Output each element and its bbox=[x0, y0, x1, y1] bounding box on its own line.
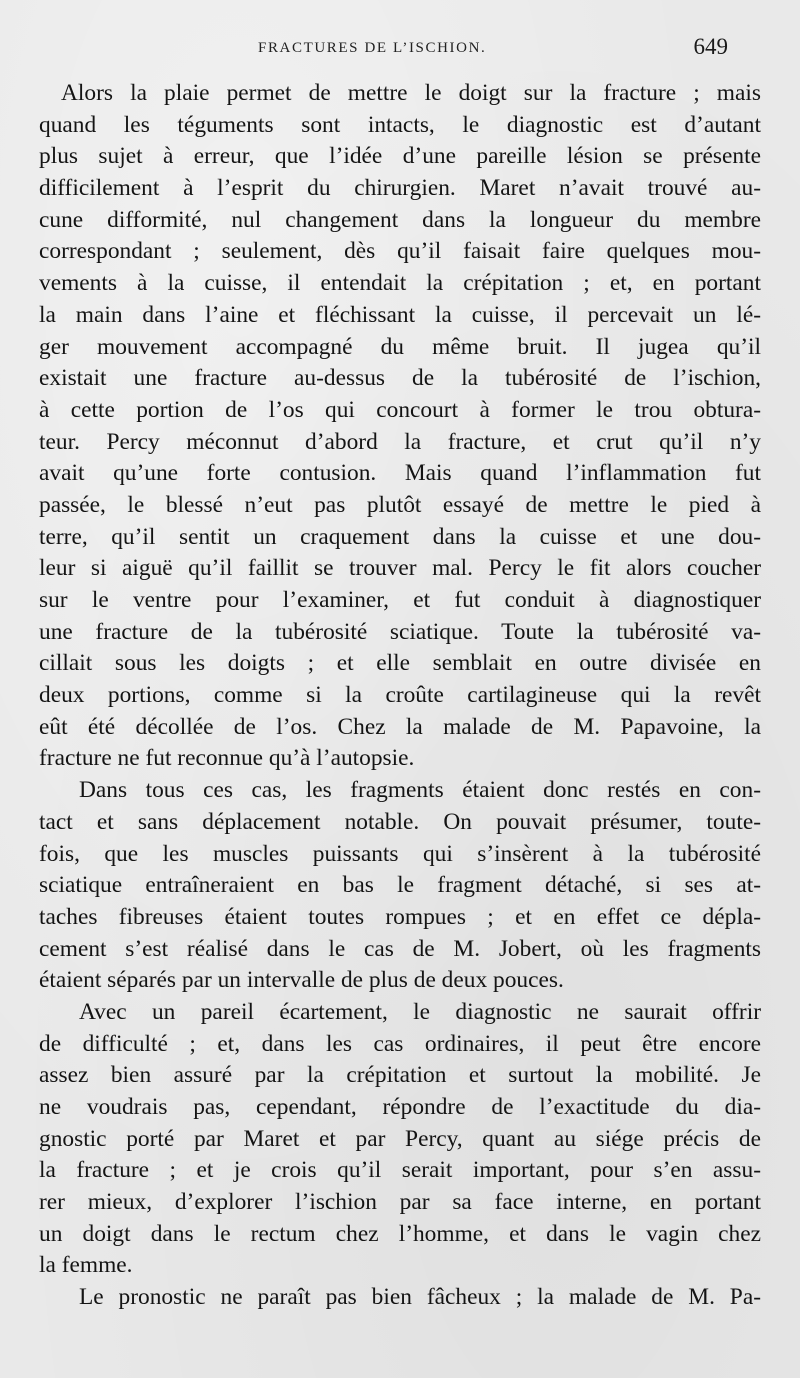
text-line: une fracture de la tubérosité sciatique. Toute la tubérosité va- bbox=[39, 618, 761, 645]
text-line: sciatique entraîneraient en bas le fragment détaché, si ses at- bbox=[39, 872, 761, 899]
text-line: fois, que les muscles puissants qui s’insèrent à la tubérosité bbox=[39, 840, 761, 867]
text-line: la femme. bbox=[39, 1252, 133, 1279]
text-line: existait une fracture au-dessus de la tubérosité de l’ischion, bbox=[39, 365, 761, 392]
paragraph-1 bbox=[39, 78, 761, 775]
paragraph-2 bbox=[39, 775, 761, 997]
text-line: Alors la plaie permet de mettre le doigt sur la fracture ; mais bbox=[61, 80, 761, 106]
text-line: la main dans l’aine et fléchissant la cuisse, il percevait un lé- bbox=[39, 301, 761, 328]
text-line: Avec un pareil écartement, le diagnostic ne saurait offrir bbox=[79, 998, 761, 1025]
text-line: deux portions, comme si la croûte cartilagineuse qui la revêt bbox=[39, 682, 761, 709]
text-line: rer mieux, d’explorer l’ischion par sa face interne, en portant bbox=[39, 1189, 761, 1216]
text-line: tact et sans déplacement notable. On pouvait présumer, toute- bbox=[39, 808, 761, 835]
text-line: sur le ventre pour l’examiner, et fut conduit à diagnostiquer bbox=[39, 587, 761, 613]
text-line: plus sujet à erreur, que l’idée d’une pareille lésion se présente bbox=[39, 143, 761, 170]
text-line: assez bien assuré par la crépitation et surtout la mobilité. Je bbox=[39, 1062, 761, 1089]
text-line: cune difformité, nul changement dans la longueur du membre bbox=[39, 206, 761, 233]
text-line: teur. Percy méconnut d’abord la fracture, et crut qu’il n’y bbox=[39, 428, 761, 455]
text-line: à cette portion de l’os qui concourt à former le trou obtura- bbox=[39, 396, 761, 423]
text-line: difficilement à l’esprit du chirurgien. Maret n’avait trouvé au- bbox=[39, 175, 761, 202]
text-line: gnostic porté par Maret et par Percy, quant au siége précis de bbox=[39, 1125, 761, 1152]
text-line: vements à la cuisse, il entendait la crépitation ; et, en portant bbox=[39, 270, 761, 297]
text-line: terre, qu’il sentit un craquement dans la cuisse et une dou- bbox=[39, 523, 761, 550]
text-line: fracture ne fut reconnue qu’à l’autopsie. bbox=[39, 745, 415, 772]
text-line: ne voudrais pas, cependant, répondre de l’exactitude du dia- bbox=[39, 1094, 761, 1120]
body-text bbox=[39, 78, 761, 1314]
text-line: taches fibreuses étaient toutes rompues ; et en effet ce dépla- bbox=[39, 903, 761, 930]
page-header bbox=[0, 34, 800, 66]
text-line: cement s’est réalisé dans le cas de M. Jobert, où les fragments bbox=[39, 935, 761, 962]
text-line: leur si aiguë qu’il faillit se trouver mal. Percy le fit alors coucher bbox=[39, 555, 761, 582]
running-title: FRACTURES DE L’ISCHION. bbox=[258, 40, 487, 56]
text-line: avait qu’une forte contusion. Mais quand l’inflammation fut bbox=[39, 460, 761, 487]
text-line: correspondant ; seulement, dès qu’il faisait faire quelques mou- bbox=[39, 238, 761, 265]
text-line: un doigt dans le rectum chez l’homme, et dans le vagin chez bbox=[39, 1220, 761, 1247]
text-line: de difficulté ; et, dans les cas ordinaires, il peut être encore bbox=[39, 1030, 761, 1057]
page-number: 649 bbox=[693, 34, 728, 59]
text-line: Dans tous ces cas, les fragments étaient donc restés en con- bbox=[79, 777, 761, 804]
text-line: passée, le blessé n’eut pas plutôt essayé de mettre le pied à bbox=[39, 491, 761, 518]
text-line: eût été décollée de l’os. Chez la malade de M. Papavoine, la bbox=[39, 713, 761, 740]
paragraph-4 bbox=[39, 1282, 761, 1314]
text-line: étaient séparés par un intervalle de plus de deux pouces. bbox=[39, 967, 564, 994]
text-line: Le pronostic ne paraît pas bien fâcheux ; la malade de M. Pa- bbox=[79, 1284, 761, 1311]
text-line: la fracture ; et je crois qu’il serait important, pour s’en assu- bbox=[39, 1157, 761, 1184]
text-line: quand les téguments sont intacts, le diagnostic est d’autant bbox=[39, 111, 761, 138]
text-line: ger mouvement accompagné du même bruit. Il jugea qu’il bbox=[39, 333, 761, 360]
text-line: cillait sous les doigts ; et elle semblait en outre divisée en bbox=[39, 650, 761, 677]
paragraph-3 bbox=[39, 997, 761, 1282]
